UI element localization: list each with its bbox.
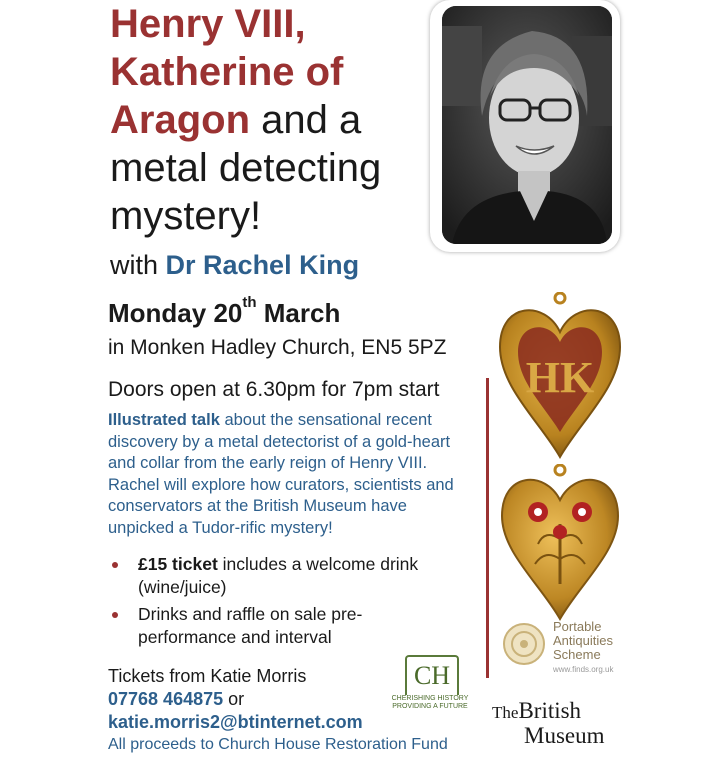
title-katherine: Katherine of <box>110 50 344 94</box>
pas-line2: Antiquities <box>553 633 613 648</box>
tickets-email[interactable]: katie.morris2@btinternet.com <box>108 712 363 732</box>
date-suffix: th <box>242 294 257 311</box>
ch-line2: PROVIDING A FUTURE <box>392 703 468 710</box>
description-body: about the sensational recent discovery by a metal detectorist of a gold-heart and collar from the early reign of Henry VIII. Rachel will explore how curators, scientists and conservators at the British Museum have unpicked a Tudor-rific mystery! <box>108 411 454 537</box>
speaker-portrait-icon <box>442 6 612 244</box>
ch-line1: CHERISHING HISTORY <box>391 695 469 702</box>
tickets-contact <box>108 665 363 734</box>
bullet-ticket-text: includes a welcome drink (wine/juice) <box>138 554 419 597</box>
date-month: March <box>256 298 341 328</box>
title-aragon: Aragon <box>110 98 250 142</box>
speaker-photo <box>442 6 612 244</box>
proceeds-note: All proceeds to Church House Restoration Fund <box>108 736 448 753</box>
speaker-with: with <box>110 250 166 280</box>
gold-heart-back-icon <box>490 464 630 624</box>
description-lead: Illustrated talk <box>108 411 220 429</box>
event-title <box>110 0 440 240</box>
pas-name <box>553 620 613 662</box>
tickets-or: or <box>223 689 245 709</box>
gold-heart-front-icon <box>490 292 630 464</box>
tickets-phone[interactable]: 07768 464875 <box>108 689 224 709</box>
bullet-drinks-text: Drinks and raffle on sale pre-performance and interval <box>138 604 363 647</box>
event-date <box>108 294 341 329</box>
event-venue: in Monken Hadley Church, EN5 5PZ <box>108 336 447 359</box>
info-bullets <box>108 553 438 653</box>
ch-initials: CH <box>405 655 459 695</box>
speaker-name: Dr Rachel King <box>165 250 360 280</box>
date-day: Monday 20 <box>108 298 243 328</box>
divider-line <box>486 378 489 678</box>
pas-line1: Portable <box>553 619 602 634</box>
british-museum-logo <box>492 700 605 747</box>
speaker-line <box>110 250 359 281</box>
svg-text:HK: HK <box>525 353 595 402</box>
event-doors: Doors open at 6.30pm for 7pm start <box>108 378 440 401</box>
bm-british: British <box>518 698 582 723</box>
bullet-drinks <box>108 603 438 649</box>
bm-the: The <box>492 703 519 722</box>
title-rest: and a metal detecting mystery! <box>110 98 382 238</box>
church-house-logo <box>385 655 475 720</box>
tickets-label: Tickets from Katie Morris <box>108 666 307 686</box>
event-description <box>108 410 473 539</box>
bm-museum: Museum <box>524 723 605 748</box>
bullet-ticket <box>108 553 438 599</box>
pas-logo-icon <box>496 620 551 668</box>
pas-url: www.finds.org.uk <box>553 665 614 674</box>
title-henry: Henry VIII, <box>110 2 306 46</box>
bullet-ticket-bold: £15 ticket <box>138 554 218 574</box>
pas-line3: Scheme <box>553 647 601 662</box>
